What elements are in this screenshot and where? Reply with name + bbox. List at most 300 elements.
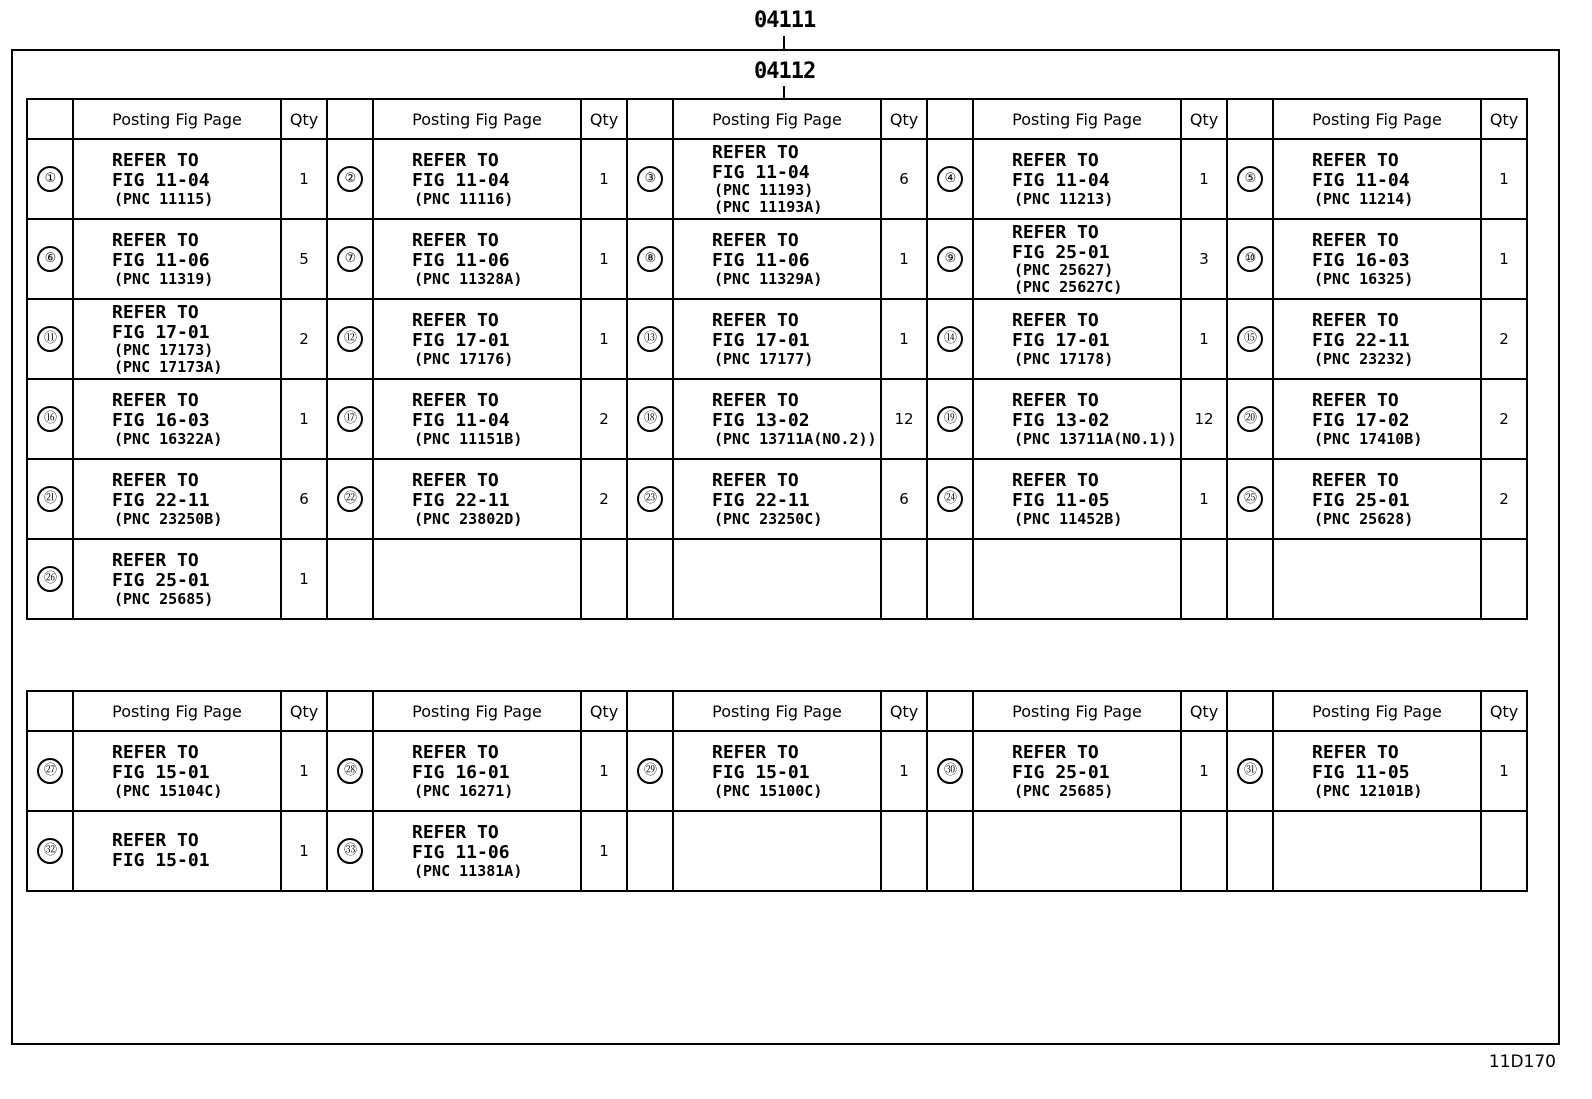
qty-cell: 1 <box>581 811 627 891</box>
item-number-badge: ⑨ <box>937 246 963 272</box>
item-number-badge: ㉙ <box>637 758 663 784</box>
item-number-cell <box>1227 459 1273 539</box>
pnc-reference: (PNC 17410B) <box>1314 429 1423 448</box>
header-posting-fig-page: Posting Fig Page <box>973 99 1181 139</box>
item-number-badge: ⑯ <box>37 406 63 432</box>
refer-to-label: REFER TO <box>412 389 499 411</box>
item-number-badge: ⑩ <box>1237 246 1263 272</box>
reference-cell <box>73 379 281 459</box>
reference-cell <box>1273 539 1481 619</box>
item-number-badge: ① <box>37 166 63 192</box>
reference-text <box>674 143 880 216</box>
qty-cell: 1 <box>881 731 927 811</box>
reference-cell <box>73 539 281 619</box>
reference-text <box>1274 151 1480 207</box>
fig-reference: FIG 25-01 <box>1012 761 1110 783</box>
reference-cell <box>973 379 1181 459</box>
refer-to-label: REFER TO <box>112 301 199 323</box>
reference-text <box>74 831 280 871</box>
refer-to-label: REFER TO <box>1312 741 1399 763</box>
item-number-badge: ⑦ <box>337 246 363 272</box>
reference-text <box>74 471 280 527</box>
refer-to-label: REFER TO <box>1012 309 1099 331</box>
item-number-cell <box>327 811 373 891</box>
item-number-cell <box>27 459 73 539</box>
fig-reference: FIG 22-11 <box>712 489 810 511</box>
item-number-cell <box>627 219 673 299</box>
fig-reference: FIG 11-04 <box>412 169 510 191</box>
pnc-reference: (PNC 16271) <box>414 781 514 800</box>
qty-cell: 1 <box>281 379 327 459</box>
refer-to-label: REFER TO <box>1012 221 1099 243</box>
reference-cell <box>673 539 881 619</box>
item-number-cell <box>1227 299 1273 379</box>
header-qty: Qty <box>1181 99 1227 139</box>
qty-cell: 6 <box>881 139 927 219</box>
header-posting-fig-page: Posting Fig Page <box>73 691 281 731</box>
pnc-reference: (PNC 11116) <box>414 189 514 208</box>
reference-cell <box>373 299 581 379</box>
reference-text <box>374 391 580 447</box>
reference-cell <box>673 379 881 459</box>
item-number-cell <box>927 731 973 811</box>
pnc-reference: (PNC 11193) <box>714 181 814 200</box>
item-number-cell <box>327 459 373 539</box>
reference-cell <box>673 459 881 539</box>
figure-code: 11D170 <box>1488 1052 1556 1072</box>
pnc-reference: (PNC 17178) <box>1014 349 1114 368</box>
pnc-reference: (PNC 23232) <box>1314 349 1414 368</box>
pnc-reference: (PNC 16322A) <box>114 429 223 448</box>
header-number-cell <box>927 691 973 731</box>
item-number-cell <box>927 219 973 299</box>
refer-to-label: REFER TO <box>1012 389 1099 411</box>
reference-cell <box>373 731 581 811</box>
reference-text <box>974 151 1180 207</box>
qty-cell: 1 <box>281 539 327 619</box>
pnc-reference: (PNC 11214) <box>1314 189 1414 208</box>
pnc-reference: (PNC 11213) <box>1014 189 1114 208</box>
fig-reference: FIG 22-11 <box>1312 329 1410 351</box>
fig-reference: FIG 25-01 <box>1312 489 1410 511</box>
qty-cell: 1 <box>581 139 627 219</box>
item-number-cell <box>927 459 973 539</box>
reference-cell <box>673 139 881 219</box>
item-number-badge: ㉝ <box>337 838 363 864</box>
reference-cell <box>73 459 281 539</box>
reference-text <box>374 823 580 879</box>
refer-to-label: REFER TO <box>712 309 799 331</box>
reference-cell <box>73 299 281 379</box>
reference-cell <box>373 219 581 299</box>
item-number-cell <box>27 379 73 459</box>
refer-to-label: REFER TO <box>1312 469 1399 491</box>
pnc-reference: (PNC 23250C) <box>714 509 823 528</box>
qty-cell: 2 <box>1481 379 1527 459</box>
reference-text <box>74 743 280 799</box>
reference-table-2 <box>26 690 1528 892</box>
pnc-reference: (PNC 12101B) <box>1314 781 1423 800</box>
fig-reference: FIG 11-06 <box>712 249 810 271</box>
reference-cell <box>373 459 581 539</box>
item-number-badge: ⑳ <box>1237 406 1263 432</box>
header-number-cell <box>327 691 373 731</box>
header-number-cell <box>627 691 673 731</box>
qty-cell: 1 <box>581 731 627 811</box>
reference-text <box>674 471 880 527</box>
fig-reference: FIG 17-01 <box>112 321 210 343</box>
qty-cell: 1 <box>1481 139 1527 219</box>
table-row <box>27 219 1527 299</box>
pnc-reference: (PNC 11381A) <box>414 861 523 880</box>
fig-reference: FIG 11-04 <box>1012 169 1110 191</box>
fig-reference: FIG 15-01 <box>112 850 210 871</box>
refer-to-label: REFER TO <box>712 389 799 411</box>
fig-reference: FIG 11-05 <box>1312 761 1410 783</box>
reference-text <box>974 743 1180 799</box>
reference-text <box>74 231 280 287</box>
pnc-reference: (PNC 11193A) <box>714 197 823 216</box>
refer-to-label: REFER TO <box>712 469 799 491</box>
item-number-badge: ④ <box>937 166 963 192</box>
item-number-badge: ㉘ <box>337 758 363 784</box>
refer-to-label: REFER TO <box>1312 309 1399 331</box>
pnc-reference: (PNC 13711A(NO.2)) <box>714 429 877 448</box>
qty-cell: 2 <box>581 379 627 459</box>
refer-to-label: REFER TO <box>412 469 499 491</box>
pnc-reference: (PNC 11115) <box>114 189 214 208</box>
qty-cell: 12 <box>881 379 927 459</box>
item-number-cell <box>327 219 373 299</box>
header-number-cell <box>27 691 73 731</box>
header-number-cell <box>627 99 673 139</box>
header-row <box>27 691 1527 731</box>
item-number-cell <box>1227 731 1273 811</box>
item-number-cell <box>627 379 673 459</box>
pnc-reference: (PNC 11151B) <box>414 429 523 448</box>
qty-cell: 1 <box>581 299 627 379</box>
item-number-badge: ⑫ <box>337 326 363 352</box>
fig-reference: FIG 15-01 <box>112 761 210 783</box>
item-number-badge: ㉔ <box>937 486 963 512</box>
qty-cell <box>1481 811 1527 891</box>
pnc-reference: (PNC 15104C) <box>114 781 223 800</box>
item-number-cell <box>627 459 673 539</box>
refer-to-label: REFER TO <box>112 830 199 852</box>
item-number-badge: ⑬ <box>637 326 663 352</box>
header-posting-fig-page: Posting Fig Page <box>73 99 281 139</box>
fig-reference: FIG 11-04 <box>1312 169 1410 191</box>
qty-cell: 1 <box>881 219 927 299</box>
item-number-cell <box>1227 539 1273 619</box>
item-number-cell <box>927 811 973 891</box>
item-number-badge: ㉗ <box>37 758 63 784</box>
item-number-cell <box>27 811 73 891</box>
item-number-cell <box>927 379 973 459</box>
item-number-cell <box>27 731 73 811</box>
header-number-cell <box>27 99 73 139</box>
pnc-reference: (PNC 23250B) <box>114 509 223 528</box>
fig-reference: FIG 11-06 <box>112 249 210 271</box>
header-row <box>27 99 1527 139</box>
reference-text <box>674 231 880 287</box>
reference-cell <box>973 811 1181 891</box>
fig-reference: FIG 11-04 <box>412 409 510 431</box>
pnc-reference: (PNC 17173A) <box>114 357 223 376</box>
header-qty: Qty <box>581 691 627 731</box>
reference-cell <box>1273 731 1481 811</box>
refer-to-label: REFER TO <box>1312 149 1399 171</box>
header-posting-fig-page: Posting Fig Page <box>1273 691 1481 731</box>
item-number-badge: ㉓ <box>637 486 663 512</box>
item-number-cell <box>27 139 73 219</box>
reference-cell <box>373 811 581 891</box>
header-qty: Qty <box>1181 691 1227 731</box>
item-number-cell <box>327 139 373 219</box>
item-number-badge: ⑥ <box>37 246 63 272</box>
reference-text <box>974 311 1180 367</box>
leader-line-04111 <box>783 36 785 49</box>
item-number-badge: ⑰ <box>337 406 363 432</box>
reference-text <box>74 151 280 207</box>
item-number-badge: ㉚ <box>937 758 963 784</box>
refer-to-label: REFER TO <box>112 149 199 171</box>
fig-reference: FIG 15-01 <box>712 761 810 783</box>
pnc-reference: (PNC 11328A) <box>414 269 523 288</box>
pnc-reference: (PNC 25628) <box>1314 509 1414 528</box>
refer-to-label: REFER TO <box>712 229 799 251</box>
item-number-cell <box>627 811 673 891</box>
fig-reference: FIG 13-02 <box>1012 409 1110 431</box>
reference-text <box>974 471 1180 527</box>
table-row <box>27 459 1527 539</box>
refer-to-label: REFER TO <box>412 741 499 763</box>
fig-reference: FIG 13-02 <box>712 409 810 431</box>
reference-cell <box>1273 811 1481 891</box>
refer-to-label: REFER TO <box>112 549 199 571</box>
fig-reference: FIG 16-03 <box>1312 249 1410 271</box>
header-posting-fig-page: Posting Fig Page <box>1273 99 1481 139</box>
reference-cell <box>1273 459 1481 539</box>
reference-cell <box>673 299 881 379</box>
header-posting-fig-page: Posting Fig Page <box>673 691 881 731</box>
header-number-cell <box>1227 691 1273 731</box>
fig-reference: FIG 11-06 <box>412 249 510 271</box>
item-number-badge: ㉖ <box>37 566 63 592</box>
table-row <box>27 731 1527 811</box>
reference-text <box>1274 471 1480 527</box>
qty-cell: 1 <box>1181 459 1227 539</box>
qty-cell <box>881 539 927 619</box>
reference-text <box>1274 391 1480 447</box>
reference-cell <box>1273 299 1481 379</box>
table-row <box>27 539 1527 619</box>
fig-reference: FIG 11-06 <box>412 841 510 863</box>
header-qty: Qty <box>281 691 327 731</box>
reference-cell <box>73 219 281 299</box>
reference-cell <box>973 299 1181 379</box>
pnc-reference: (PNC 23802D) <box>414 509 523 528</box>
qty-cell: 5 <box>281 219 327 299</box>
table-row <box>27 811 1527 891</box>
refer-to-label: REFER TO <box>412 821 499 843</box>
qty-cell <box>1481 539 1527 619</box>
pnc-reference: (PNC 11452B) <box>1014 509 1123 528</box>
pnc-reference: (PNC 25627C) <box>1014 277 1123 296</box>
item-number-badge: ⑭ <box>937 326 963 352</box>
reference-text <box>1274 231 1480 287</box>
item-number-badge: ⑱ <box>637 406 663 432</box>
qty-cell <box>581 539 627 619</box>
qty-cell: 1 <box>881 299 927 379</box>
refer-to-label: REFER TO <box>412 149 499 171</box>
reference-text <box>974 391 1180 447</box>
reference-cell <box>73 811 281 891</box>
reference-cell <box>973 219 1181 299</box>
table-row <box>27 139 1527 219</box>
fig-reference: FIG 11-04 <box>712 161 810 183</box>
fig-reference: FIG 11-05 <box>1012 489 1110 511</box>
item-number-cell <box>627 139 673 219</box>
qty-cell: 1 <box>1181 731 1227 811</box>
qty-cell: 1 <box>1481 731 1527 811</box>
reference-cell <box>973 139 1181 219</box>
reference-cell <box>973 731 1181 811</box>
fig-reference: FIG 11-04 <box>112 169 210 191</box>
reference-text <box>74 551 280 607</box>
reference-cell <box>1273 379 1481 459</box>
reference-cell <box>973 459 1181 539</box>
fig-reference: FIG 16-01 <box>412 761 510 783</box>
refer-to-label: REFER TO <box>1312 229 1399 251</box>
reference-cell <box>373 539 581 619</box>
item-number-badge: ⑮ <box>1237 326 1263 352</box>
qty-cell: 12 <box>1181 379 1227 459</box>
reference-text <box>674 311 880 367</box>
table-row <box>27 379 1527 459</box>
label-04112: 04112 <box>754 59 816 84</box>
refer-to-label: REFER TO <box>1012 469 1099 491</box>
header-number-cell <box>1227 99 1273 139</box>
reference-text <box>1274 743 1480 799</box>
fig-reference: FIG 17-01 <box>412 329 510 351</box>
header-posting-fig-page: Posting Fig Page <box>673 99 881 139</box>
fig-reference: FIG 25-01 <box>112 569 210 591</box>
header-posting-fig-page: Posting Fig Page <box>373 691 581 731</box>
reference-text <box>374 743 580 799</box>
qty-cell: 1 <box>1181 299 1227 379</box>
item-number-cell <box>627 539 673 619</box>
pnc-reference: (PNC 13711A(NO.1)) <box>1014 429 1177 448</box>
reference-table-1 <box>26 98 1528 620</box>
pnc-reference: (PNC 11329A) <box>714 269 823 288</box>
header-posting-fig-page: Posting Fig Page <box>373 99 581 139</box>
refer-to-label: REFER TO <box>712 741 799 763</box>
fig-reference: FIG 16-03 <box>112 409 210 431</box>
item-number-cell <box>327 539 373 619</box>
pnc-reference: (PNC 11319) <box>114 269 214 288</box>
reference-cell <box>673 731 881 811</box>
pnc-reference: (PNC 25685) <box>1014 781 1114 800</box>
item-number-badge: ⑤ <box>1237 166 1263 192</box>
header-posting-fig-page: Posting Fig Page <box>973 691 1181 731</box>
qty-cell <box>1181 539 1227 619</box>
item-number-badge: ㉛ <box>1237 758 1263 784</box>
reference-text <box>674 743 880 799</box>
pnc-reference: (PNC 25627) <box>1014 261 1114 280</box>
item-number-cell <box>1227 219 1273 299</box>
reference-text <box>74 303 280 376</box>
refer-to-label: REFER TO <box>1312 389 1399 411</box>
pnc-reference: (PNC 17176) <box>414 349 514 368</box>
item-number-cell <box>1227 139 1273 219</box>
refer-to-label: REFER TO <box>412 229 499 251</box>
header-number-cell <box>927 99 973 139</box>
qty-cell: 1 <box>581 219 627 299</box>
reference-text <box>74 391 280 447</box>
qty-cell: 1 <box>281 811 327 891</box>
qty-cell: 2 <box>1481 299 1527 379</box>
qty-cell <box>1181 811 1227 891</box>
reference-cell <box>73 139 281 219</box>
qty-cell: 6 <box>281 459 327 539</box>
qty-cell: 6 <box>881 459 927 539</box>
item-number-badge: ③ <box>637 166 663 192</box>
label-04111: 04111 <box>754 8 816 33</box>
item-number-cell <box>627 299 673 379</box>
qty-cell: 2 <box>581 459 627 539</box>
reference-cell <box>973 539 1181 619</box>
refer-to-label: REFER TO <box>112 229 199 251</box>
qty-cell: 1 <box>1181 139 1227 219</box>
reference-text <box>374 151 580 207</box>
pnc-reference: (PNC 17173) <box>114 341 214 360</box>
reference-text <box>974 223 1180 296</box>
item-number-badge: ⑧ <box>637 246 663 272</box>
item-number-cell <box>927 299 973 379</box>
header-qty: Qty <box>581 99 627 139</box>
item-number-cell <box>327 731 373 811</box>
qty-cell: 1 <box>1481 219 1527 299</box>
header-qty: Qty <box>281 99 327 139</box>
qty-cell <box>881 811 927 891</box>
refer-to-label: REFER TO <box>1012 741 1099 763</box>
fig-reference: FIG 17-01 <box>1012 329 1110 351</box>
reference-text <box>374 231 580 287</box>
qty-cell: 1 <box>281 731 327 811</box>
item-number-cell <box>927 139 973 219</box>
table-row <box>27 299 1527 379</box>
item-number-cell <box>327 379 373 459</box>
item-number-cell <box>327 299 373 379</box>
pnc-reference: (PNC 15100C) <box>714 781 823 800</box>
refer-to-label: REFER TO <box>112 389 199 411</box>
reference-text <box>1274 311 1480 367</box>
fig-reference: FIG 22-11 <box>412 489 510 511</box>
item-number-badge: ㉒ <box>337 486 363 512</box>
refer-to-label: REFER TO <box>112 469 199 491</box>
pnc-reference: (PNC 16325) <box>1314 269 1414 288</box>
qty-cell: 1 <box>281 139 327 219</box>
item-number-cell <box>27 299 73 379</box>
reference-cell <box>673 219 881 299</box>
refer-to-label: REFER TO <box>1012 149 1099 171</box>
refer-to-label: REFER TO <box>412 309 499 331</box>
item-number-cell <box>1227 811 1273 891</box>
qty-cell: 2 <box>1481 459 1527 539</box>
qty-cell: 3 <box>1181 219 1227 299</box>
fig-reference: FIG 17-02 <box>1312 409 1410 431</box>
